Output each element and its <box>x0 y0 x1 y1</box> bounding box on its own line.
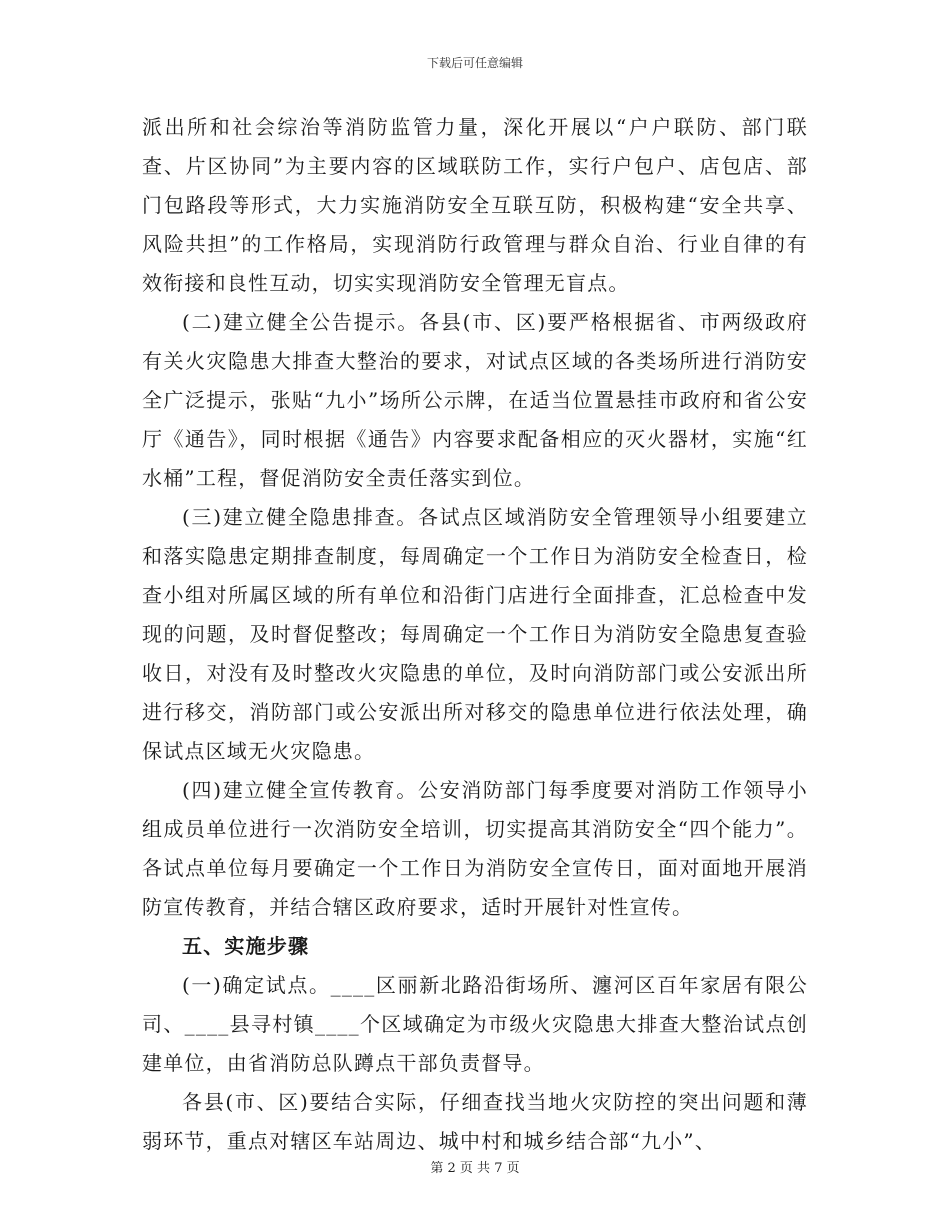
paragraph-publicity-education: (四)建立健全宣传教育。公安消防部门每季度要对消防工作领导小组成员单位进行一次消防安全培训，切实提高其消防安全“四个能力”。各试点单位每月要确定一个工作日为消防安全宣传日，面对面地开展消防宣传教育，并结合辖区政府要求，适时开展针对性宣传。 <box>142 778 808 919</box>
section-heading-implementation-steps: 五、实施步骤 <box>182 934 310 958</box>
document-body <box>142 108 808 1161</box>
paragraph-pilot-selection: (一)确定试点。____区丽新北路沿街场所、瀍河区百年家居有限公司、____县寻村镇____个区域确定为市级火灾隐患大排查大整治试点创建单位，由省消防总队蹲点干部负责督导。 <box>142 973 808 1075</box>
page-number: 第 2 页 共 7 页 <box>430 1161 520 1176</box>
paragraph-county-actions: 各县(市、区)要结合实际，仔细查找当地火灾防控的突出问题和薄弱环节，重点对辖区车站周边、城中村和城乡结合部“九小”、 <box>142 1090 808 1153</box>
paragraph-hazard-inspection: (三)建立健全隐患排查。各试点区域消防安全管理领导小组要建立和落实隐患定期排查制度，每周确定一个工作日为消防安全检查日，检查小组对所属区域的所有单位和沿街门店进行全面排查，汇总检查中发现的问题，及时督促整改；每周确定一个工作日为消防安全隐患复查验收日，对没有及时整改火灾隐患的单位，及时向消防部门或公安派出所进行移交，消防部门或公安派出所对移交的隐患单位进行依法处理，确保试点区域无火灾隐患。 <box>142 505 808 763</box>
paragraph-announcement: (二)建立健全公告提示。各县(市、区)要严格根据省、市两级政府有关火灾隐患大排查大整治的要求，对试点区域的各类场所进行消防安全广泛提示，张贴“九小”场所公示牌，在适当位置悬挂市政府和省公安厅《通告》，同时根据《通告》内容要求配备相应的灭火器材，实施“红水桶”工程，督促消防安全责任落实到位。 <box>142 310 808 490</box>
paragraph-continuation: 派出所和社会综治等消防监管力量，深化开展以“户户联防、部门联查、片区协同”为主要内容的区域联防工作，实行户包户、店包店、部门包路段等形式，大力实施消防安全互联互防，积极构建“安全共享、风险共担”的工作格局，实现消防行政管理与群众自治、行业自律的有效衔接和良性互动，切实实现消防安全管理无盲点。 <box>142 115 808 295</box>
header-note: 下载后可任意编辑 <box>426 56 523 70</box>
